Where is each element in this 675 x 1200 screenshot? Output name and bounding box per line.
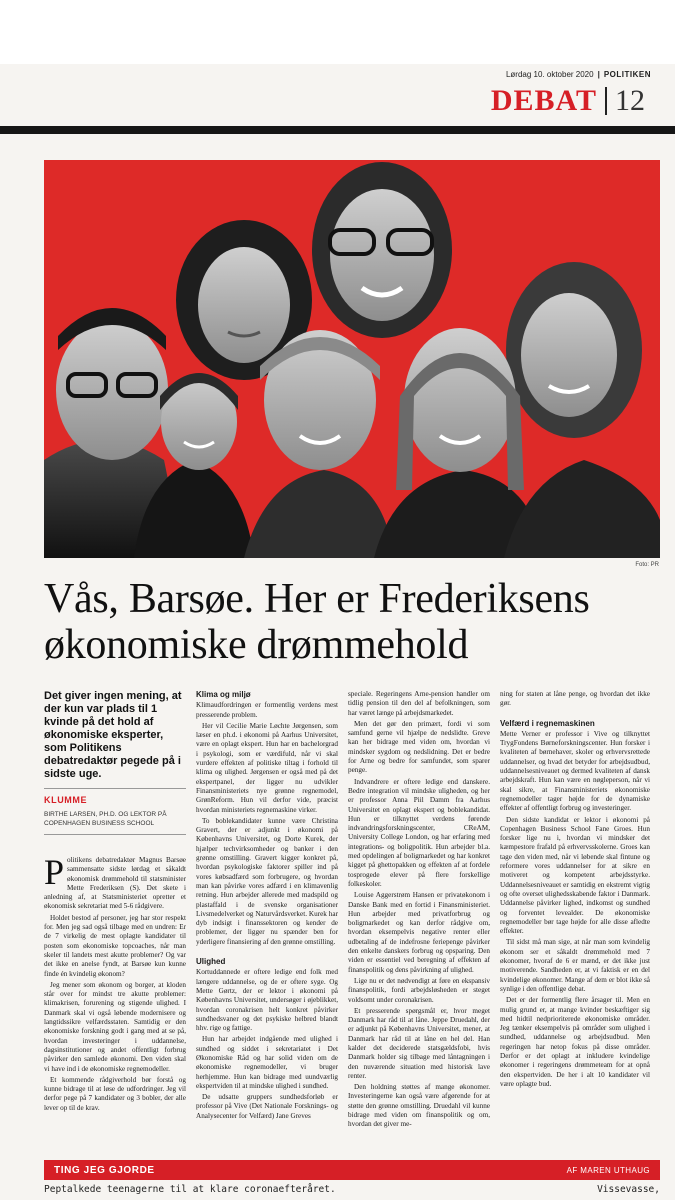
paragraph: Lige nu er det nødvendigt at føre en ekspansiv finanspolitik, fordi arbejdsløsheden er steget voldsomt under coronakrisen. xyxy=(348,976,490,1004)
paragraph: Holdet bestod af personer, jeg har stor respekt for. Men jeg sad også tilbage med en undren: Er de 7 virkelig de mest oplagte kandidater til posten som økonomiske topcoaches, når man skeler til landets mest akutte problemer? Og var det ikke en anelse fyndt, at Barsøe kun kunne finde én kvindelig økonom? xyxy=(44,913,186,978)
article-byline: BIRTHE LARSEN, PH.D. OG LEKTOR PÅ COPENHAGEN BUSINESS SCHOOL xyxy=(44,810,186,835)
page-number: 12 xyxy=(615,84,645,117)
paragraph: Jeg mener som økonom og borger, at kloden står over for mindst tre akutte problemer: klimakrisen, forurening og stigende ulighed. I Danmark skal vi også løbende modernisere og langtidssikre velfærdsstaten. Samtidig er den økonomiske forskning godt i gang med at se på, hvordan investeringer i uddannelse, dagsinstitutioner og andet offentligt forbrug påvirker den samlede økonomi. Den viden skal vi have ind i de økonomiske regnemodeller. xyxy=(44,980,186,1073)
column-4 xyxy=(500,690,650,1150)
section-header xyxy=(491,84,645,118)
portrait-collage xyxy=(44,160,660,558)
footer-title: TING JEG GJORDE xyxy=(54,1164,155,1176)
headline-line-2: økonomiske drømmehold xyxy=(44,622,469,668)
section-name: DEBAT xyxy=(490,84,597,117)
strip-text-right: Vissevasse, xyxy=(597,1184,660,1195)
comic-strip-caption xyxy=(44,1184,660,1195)
paragraph: Hun har arbejdet indgående med ulighed i sundhed og siddet i sekretariatet i Det Økonomiske Råd og har solid viden om de økonomiske regnemodeller, vi bruger herhjemme. Hun kan bidrage med uundværlig ekspertviden til at mindske ulighed i sundhed. xyxy=(196,1035,338,1090)
paragraph: Til sidst må man sige, at når man som kvindelig økonom ser et såkaldt drømmehold med 7 økonomer, hvoraf de 6 er mænd, er det ikke just motiverende. Sandheden er, at vi faktisk er en del kvindelige økonomer. Mange af dem er blot ikke så synlige i den offentlige debat. xyxy=(500,938,650,993)
group-photo xyxy=(44,160,660,558)
photo-credit: Foto: PR xyxy=(635,562,659,568)
footer-banner xyxy=(44,1160,660,1180)
column-2 xyxy=(196,690,338,1150)
paragraph xyxy=(44,856,186,912)
top-margin xyxy=(0,0,675,64)
strip-text-left: Peptalkede teenagerne til at klare coronaefteråret. xyxy=(44,1184,336,1195)
paragraph: Den holdning støttes af mange økonomer. Investeringerne kan også være afgørende for at støtte den grønne omstilling. Druedahl vil kunne bidrage med viden om finanspolitik og om, hvordan det giver me- xyxy=(348,1083,490,1129)
subheading-inequality: Ulighed xyxy=(196,957,226,967)
dateline-separator: | xyxy=(597,70,600,79)
portrait-5 xyxy=(312,162,452,338)
column-1 xyxy=(44,856,186,1156)
paragraph: To boblekandidater kunne være Christina Gravert, der er adjunkt i økonomi på Københavns Universitet, og Dorte Kurek, der hjælper techvirksomheder og banker i den grønne omstilling. Gravert kigger konkret på, hvordan psykologiske faktorer spiller ind på vores købsadfærd som forbrugere, og hvordan man kan påvirke vores adfærd i en klimavenlig retning. Hun arbejder allerede med madspild og plastaffald i de svenske organisationer Livsmedelverket og Naturvårdsverket. Kurek har dyb indsigt i finanssektoren og kender de problemer, der ligger nu spænder ben for yderligere finansiering af den grønne omstilling. xyxy=(196,816,338,946)
dateline xyxy=(506,70,651,79)
paragraph: ning for staten at låne penge, og hvordan det ikke gør. xyxy=(500,690,650,708)
paragraph: Men det gør den primært, fordi vi som samfund gerne vil hjælpe de nedslidte. Greve kan her bidrage med viden om, hvordan vi mindsker sygdom og nedslidning. Det er bedre for Arne og bedre for samfundet, som sparer penge. xyxy=(348,719,490,775)
paragraph: Det er der formentlig flere årsager til. Men en mulig grund er, at mange kvinder beskæftiger sig med hidtil nedprioriterede økonomiske områder. Jeg tænker eksempelvis på områder som ulighed i sundhed, uddannelse og arbejdsudbud. Men regeringen har netop fokus på disse områder. Derfor er det oplagt at inkludere kvindelige økonomer i regeringens drømmeteam for at opnå den ekspertviden. De her i alt 10 kandidater vil være oplagte bud. xyxy=(500,996,650,1088)
subheading-climate: Klima og miljø xyxy=(196,690,251,699)
subheading-welfare: Velfærd i regnemaskinen xyxy=(500,718,595,728)
headline-line-1: Vås, Barsøe. Her er Frederiksens xyxy=(44,576,590,622)
portrait-7 xyxy=(506,262,642,438)
paragraph: De udsatte gruppers sundhedsforløb er professor på Vive (Det Nationale Forsknings- og Analysecenter for Velfærd) Jane Greves xyxy=(196,1093,338,1120)
paragraph: Et presserende spørgsmål er, hvor meget Danmark har råd til at låne. Jeppe Druedahl, der er adjunkt på Københavns Universitet, mener, at Danmark har råd til at låne en hel del. Han kalder det deciderede statsgældsfobi, hvis Danmark holder sig tilbage med låntagningen i den nuværende situation med historisk lave renter. xyxy=(348,1006,490,1080)
paragraph: Den sidste kandidat er lektor i økonomi på Copenhagen Business School Fane Groes. Hun forsker lige nu i, hvordan vi mindsker det kæmpestore frafald på erhvervsskolerne. Groes kan tage den viden med, når vi løbende skal fintune og reformere vores uddannelser for at sikre en motiveret og kompetent arbejdsstyrke. Uddannelsesniveauet er samtidig en ekstremt vigtig og ofte overset ulighedsskabende faktor i Danmark. Uddannelse påvirker lighed, indkomst og sundhed og forventet levealder. De økonomiske regnemodeller bør tage højde for alle disse afledte effekter. xyxy=(500,815,650,936)
portrait-4 xyxy=(244,330,394,558)
article-lead: Det giver ingen mening, at der kun var plads til 1 kvinde på det hold af økonomiske eksperter, som Politikens debatredaktør pegede på i sidste uge. xyxy=(44,690,182,780)
paragraph: speciale. Regeringens Arne-pension handler om tidlig pension til den del af befolkningen, som har været længe på arbejdsmarkedet. xyxy=(348,690,490,717)
paragraph: Mette Verner er professor i Vive og tilknyttet TrygFondens Børneforskningscenter. Hun forsker i kvaliteten af børnehaver, skoler og erhvervsrettede uddannelser, og hvad det betyder for arbejdsudbud, uddannelsesniveauet og dermed kvaliteten af dansk arbejdskraft. Hun kan være en nøgleperson, når vi skal sikre, at Finansministeriets økonomiske regnemodeller tager højde for de dynamiske effekter af offentligt forbrug og investeringer. xyxy=(500,729,650,813)
paragraph: Klimaudfordringen er formentlig verdens mest presserende problem. xyxy=(196,701,338,719)
paragraph: Indvandrere er oftere ledige end danskere. Bedre integration vil mindske uligheden, og her er professor Anna Piil Damm fra Aarhus Universitet en oplagt ekspert og boblekandidat. Hun er tilknyttet verdens førende indvandringsforskningscenter, CReAM, University College London, og har erfaring med integrations- og boligpolitik. Hun arbejder bl.a. med opdelingen af boligmarkedet og har konkret kigget på ghettopakken og effekten af at fordele tosprogede elever på flere forskellige folkeskoler. xyxy=(348,777,490,888)
article-kicker: KLUMME xyxy=(44,788,186,805)
paragraph: Et kommende rådgiverhold bør forstå og kunne bidrage til at løse de udfordringer. Jeg vil derfor pege på 7 kandidater og 3 bobler, der alle lever op til de krav. xyxy=(44,1075,186,1112)
article-headline xyxy=(44,576,660,668)
footer-byline: AF MAREN UTHAUG xyxy=(566,1165,650,1175)
header-rule xyxy=(0,126,675,134)
issue-date: Lørdag 10. oktober 2020 xyxy=(505,70,594,79)
paragraph-text: olitikens debatredaktør Magnus Barsøe sammensatte sidste lørdag et såkaldt økonomisk drømmehold til statsminister Mette Frederiksen (S). Det skete i anledning af, at Statsministeriet opretter et økonomisk sekretariat med 5-6 rådgivere. xyxy=(44,856,186,911)
section-divider xyxy=(605,87,607,115)
column-3 xyxy=(348,690,490,1150)
paragraph: Her vil Cecilie Marie Løchte Jørgensen, som læser en ph.d. i økonomi på Aarhus Universitet, være en oplagt ekspert. Hun har en bachelorgrad i psykologi, som er værdifuld, når vi skal vurdere effekten af politiske tiltag i forhold til klima og ulighed. Jørgensen er også med på det ekspertpanel, der ligger nu udvikler Finansministeriets nye grønne regnemodel, GrønReform. Hun vil derfor vide, præcist hvordan ministeriets regnemaskine virker. xyxy=(196,721,338,814)
newspaper-brand: POLITIKEN xyxy=(603,70,651,79)
paragraph: Kortuddannede er oftere ledige end folk med længere uddannelse, og de er oftere syge. Og Mette Gørtz, der er lektor i økonomi på Københavns Universitet, undersøger i øjeblikket, hvordan coronakrisen helt konkret påvirker sundhedsvaner og det psykiske helbred blandt hhv. rige og fattige. xyxy=(196,968,338,1033)
drop-cap: P xyxy=(44,856,65,892)
paragraph: Louise Aggerstrøm Hansen er privatøkonom i Danske Bank med en fortid i Finansministeriet. Hun arbejder med privatforbrug og boligmarkedet og kan derfor rådgive om, hvordan eksempelvis negative renter eller udbetaling af de indefrosne feriepenge påvirker den enkelte danskers forbrug og opsparing. Den viden er essentiel ved beregning af effekten af finanspolitik og dens påvirkning af ulighed. xyxy=(348,891,490,974)
